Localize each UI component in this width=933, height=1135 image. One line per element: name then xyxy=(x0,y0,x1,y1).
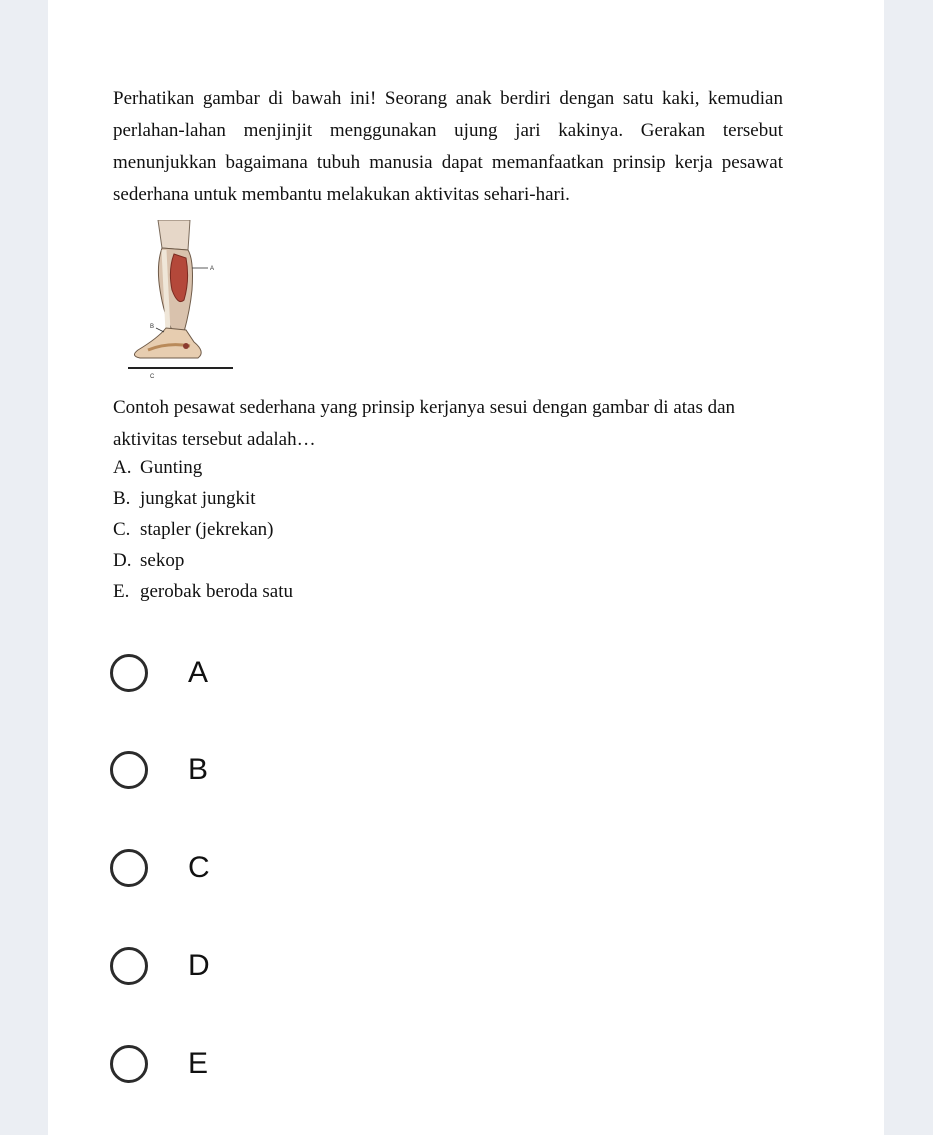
choice-e[interactable] xyxy=(110,1039,410,1089)
choice-a[interactable] xyxy=(110,648,410,698)
option-text: jungkat jungkit xyxy=(140,488,256,509)
choice-label: C xyxy=(188,851,210,884)
option-text: gerobak beroda satu xyxy=(140,581,293,602)
option-letter: D. xyxy=(113,550,132,571)
label-c: C xyxy=(150,374,155,380)
leg-diagram xyxy=(128,220,238,380)
question-prompt: Contoh pesawat sederhana yang prinsip kerjanya sesui dengan gambar di atas dan aktivitas tersebut adalah… xyxy=(113,397,736,450)
radio-icon[interactable] xyxy=(110,751,148,789)
label-b: B xyxy=(150,324,155,330)
option-letter: A. xyxy=(113,457,132,478)
radio-icon[interactable] xyxy=(110,947,148,985)
option-item xyxy=(113,576,293,607)
radio-icon[interactable] xyxy=(110,1045,148,1083)
radio-icon[interactable] xyxy=(110,849,148,887)
choice-b[interactable] xyxy=(110,745,410,795)
option-letter: B. xyxy=(113,488,131,509)
option-list xyxy=(113,452,293,607)
option-item xyxy=(113,452,293,483)
option-text: sekop xyxy=(140,550,185,571)
option-item xyxy=(113,545,293,576)
choice-c[interactable] xyxy=(110,843,410,893)
option-text: Gunting xyxy=(140,457,203,478)
option-item xyxy=(113,483,293,514)
option-item xyxy=(113,514,293,545)
choice-label: B xyxy=(188,753,209,786)
question-intro: Perhatikan gambar di bawah ini! Seorang anak berdiri dengan satu kaki, kemudian perlahan-lahan menjinjit menggunakan ujung jari kakinya. Gerakan tersebut menunjukkan bagaimana tubuh manusia dapat memanfaatkan prinsip kerja pesawat sederhana untuk membantu melakukan aktivitas sehari-hari. xyxy=(113,88,783,205)
option-letter: E. xyxy=(113,581,130,602)
choice-label: E xyxy=(188,1047,209,1080)
label-a: A xyxy=(210,266,215,272)
choice-d[interactable] xyxy=(110,941,410,991)
radio-icon[interactable] xyxy=(110,654,148,692)
choice-label: D xyxy=(188,949,210,982)
option-text: stapler (jekrekan) xyxy=(140,519,274,540)
choice-label: A xyxy=(188,656,209,689)
option-letter: C. xyxy=(113,519,131,540)
